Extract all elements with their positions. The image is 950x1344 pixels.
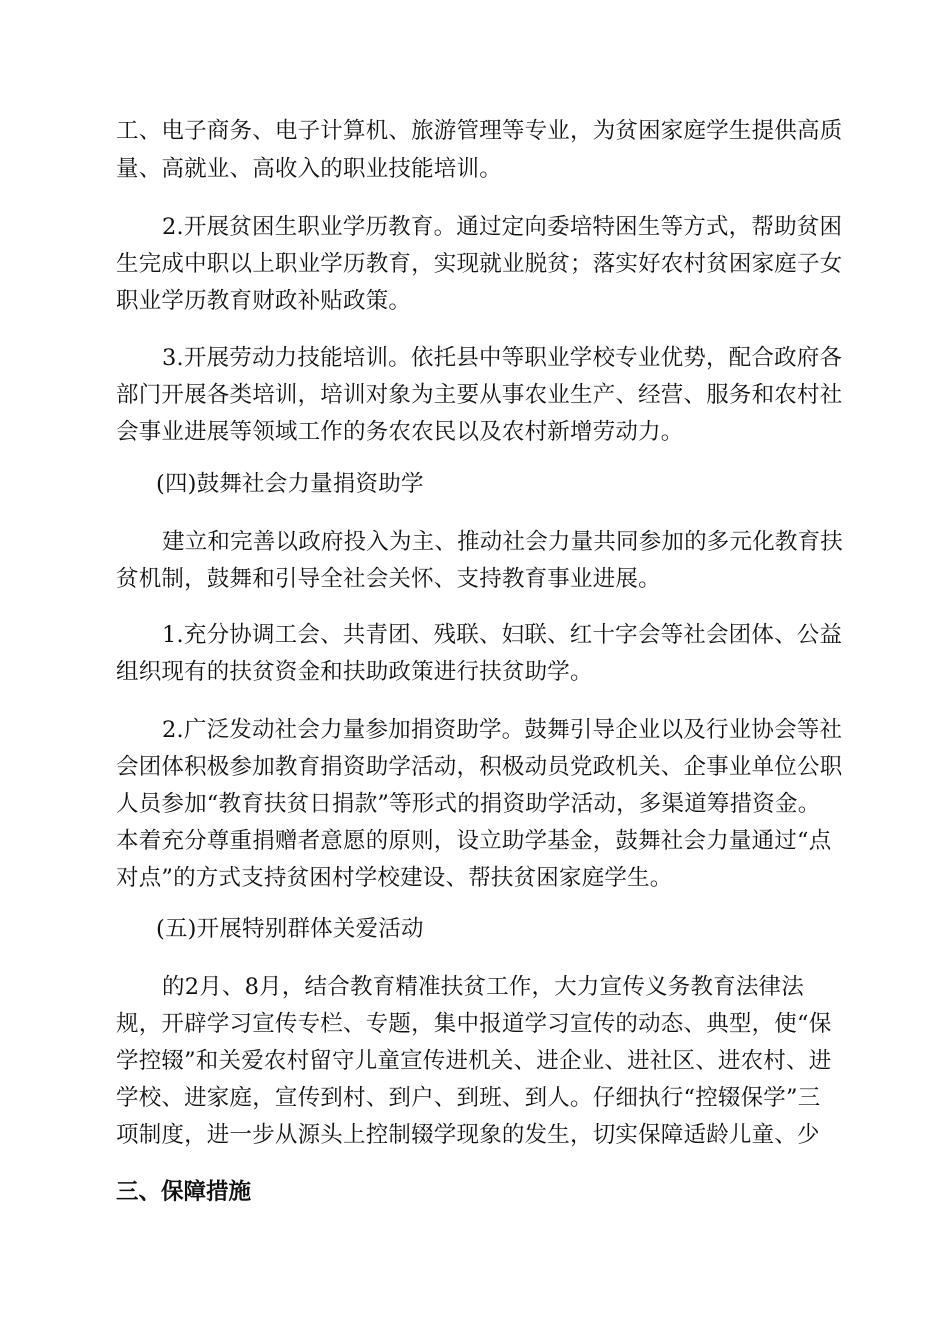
paragraph-line: 2.广泛发动社会力量参加捐资助学。鼓舞引导企业以及行业协会等社 (162, 717, 843, 743)
paragraph-line: 本着充分尊重捐赠者意愿的原则，设立助学基金，鼓舞社会力量通过“点 (116, 828, 832, 854)
subsection-heading: (五)开展特别群体关爱活动 (156, 916, 424, 942)
section-heading: 三、保障措施 (116, 1179, 252, 1205)
paragraph-line: 生完成中职以上职业学历教育，实现就业脱贫；落实好农村贫困家庭子女 (116, 251, 843, 277)
paragraph-line: 会团体积极参加教育捐资助学活动，积极动员党政机关、企事业单位公职 (116, 754, 843, 780)
paragraph-line: 建立和完善以政府投入为主、推动社会力量共同参加的多元化教育扶 (162, 529, 844, 555)
paragraph-line: 1.充分协调工会、共青团、残联、妇联、红十字会等社会团体、公益 (162, 622, 843, 648)
paragraph-line: 会事业进展等领域工作的务农农民以及农村新增劳动力。 (116, 419, 684, 445)
paragraph-line: 部门开展各类培训，培训对象为主要从事农业生产、经营、服务和农村社 (116, 382, 843, 408)
paragraph-line: 组织现有的扶贫资金和扶助政策进行扶贫助学。 (116, 659, 593, 685)
paragraph-line: 职业学历教育财政补贴政策。 (116, 288, 412, 314)
paragraph-line: 的2月、8月，结合教育精准扶贫工作，大力宣传义务教育法律法 (162, 974, 804, 1000)
subsection-heading: (四)鼓舞社会力量捐资助学 (156, 471, 424, 497)
paragraph-line: 3.开展劳动力技能培训。依托县中等职业学校专业优势，配合政府各 (162, 345, 843, 371)
paragraph-line: 对点”的方式支持贫困村学校建设、帮扶贫困家庭学生。 (116, 865, 673, 891)
paragraph-line: 规，开辟学习宣传专栏、专题，集中报道学习宣传的动态、典型，使“保 (116, 1011, 832, 1037)
paragraph-line: 项制度，进一步从源头上控制辍学现象的发生，切实保障适龄儿童、少 (116, 1122, 820, 1148)
paragraph-line: 人员参加“教育扶贫日捐款”等形式的捐资助学活动，多渠道筹措资金。 (116, 791, 821, 817)
paragraph-line: 学控辍”和关爱农村留守儿童宣传进机关、进企业、进社区、进农村、进 (116, 1048, 832, 1074)
paragraph-line: 贫机制，鼓舞和引导全社会关怀、支持教育事业进展。 (116, 566, 661, 592)
paragraph-line: 工、电子商务、电子计算机、旅游管理等专业，为贫困家庭学生提供高质 (116, 118, 843, 144)
paragraph-line: 学校、进家庭，宣传到村、到户、到班、到人。仔细执行“控辍保学”三 (116, 1085, 821, 1111)
paragraph-line: 量、高就业、高收入的职业技能培训。 (116, 156, 502, 182)
paragraph-line: 2.开展贫困生职业学历教育。通过定向委培特困生等方式，帮助贫困 (162, 214, 843, 240)
